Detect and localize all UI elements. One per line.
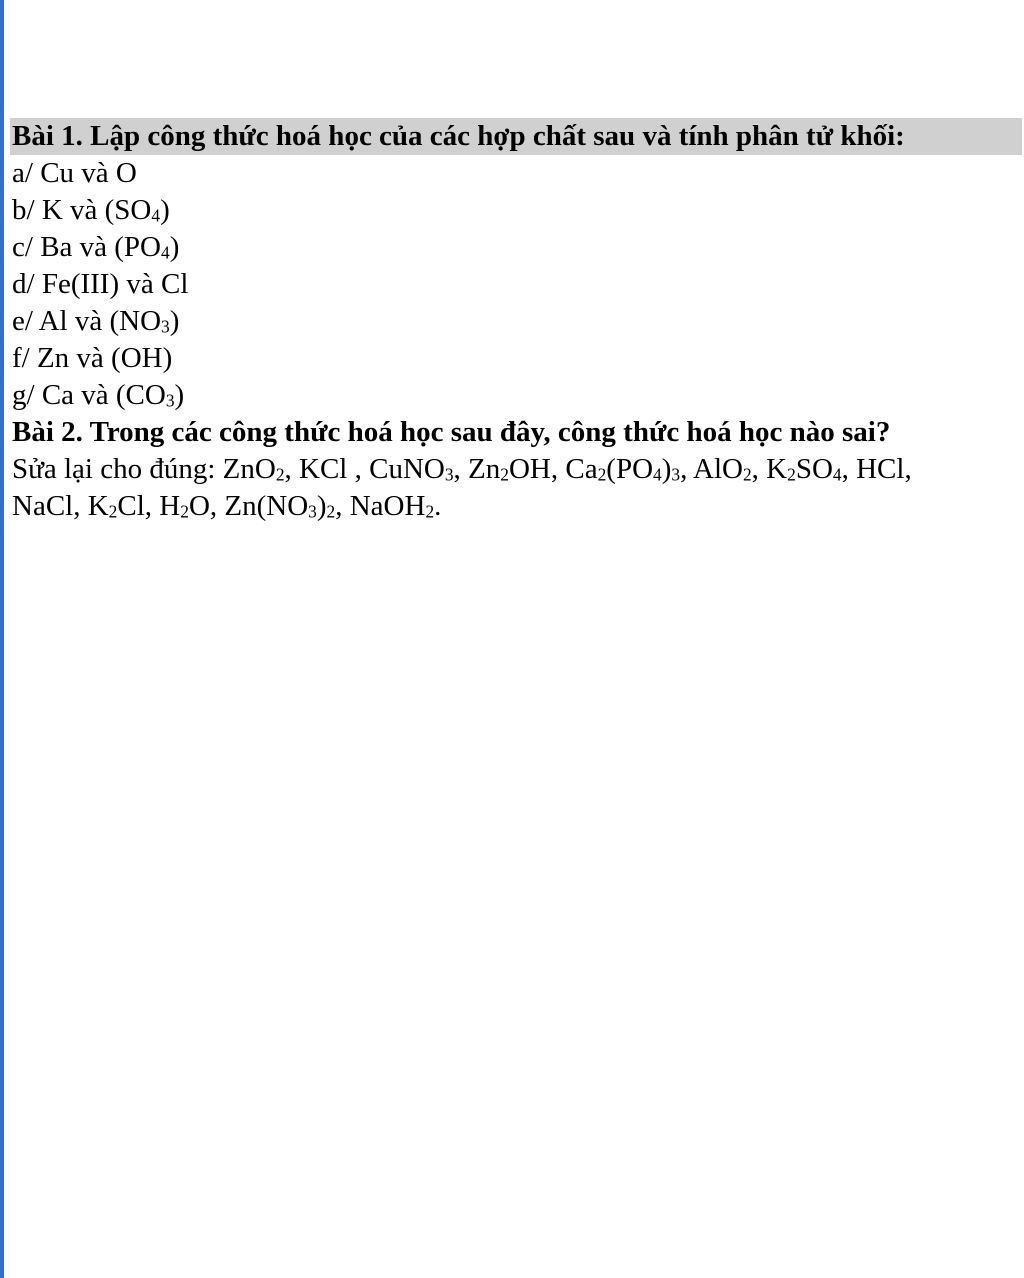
bai1-item-text: Fe(III) và Cl: [41, 268, 189, 300]
bai1-item: [10, 155, 1022, 192]
bai1-item: [10, 303, 1022, 340]
bai1-title: Bài 1. Lập công thức hoá học của các hợp chất sau và tính phân tử khối:: [10, 118, 1022, 155]
left-border: [0, 0, 4, 1278]
bai1-item-text: K và $(SO_4)$: [41, 194, 170, 226]
bai1-item-label: d/: [12, 268, 35, 300]
formula: NaOH$_2$: [349, 490, 435, 522]
bai1-item-label: g/: [12, 379, 35, 411]
bai1-item-label: f/: [12, 342, 30, 374]
formula: $K_2Cl$: [87, 490, 145, 522]
bai1-item-label: c/: [12, 231, 33, 263]
bai2-formulas-1: ZnO$_2$, KCl , CuNO$_3$, $Zn_2OH$, $Ca_2(PO_4)_3$, AlO$_2$, $K_2SO_4$, HCl,: [222, 453, 912, 485]
document-body: [10, 118, 1022, 525]
formula: HCl: [856, 453, 905, 485]
bai1-item-text: Ba và $(PO_4)$: [40, 231, 180, 263]
bai1-item-text: Al và $(NO_3)$: [38, 305, 180, 337]
bai2-formula-line-2: [10, 488, 1022, 525]
bai1-item-label: b/: [12, 194, 35, 226]
bai1-item: [10, 266, 1022, 303]
bai1-item-list: [10, 155, 1022, 414]
bai2-prompt: Sửa lại cho đúng:: [12, 453, 216, 485]
bai1-item: [10, 377, 1022, 414]
bai1-item: [10, 229, 1022, 266]
bai2-formulas-2: NaCl, $K_2Cl$, $H_2O$, $Zn(NO_3)_2$, NaOH$_2$.: [12, 490, 442, 522]
bai1-item-label: e/: [12, 305, 33, 337]
formula: ZnO$_2$: [222, 453, 285, 485]
bai1-item-label: a/: [12, 157, 33, 189]
bai2-formula-line-1: [10, 451, 1022, 488]
formula: NaCl: [12, 490, 74, 522]
bai1-item-text: Cu và O: [40, 157, 137, 189]
bai2-title: Bài 2. Trong các công thức hoá học sau đây, công thức hoá học nào sai?: [12, 416, 891, 448]
formula: $H_2O$: [159, 490, 210, 522]
formula: $Zn_2OH$: [468, 453, 551, 485]
formula: $Ca_2(PO_4)_3$: [565, 453, 681, 485]
bai1-item: [10, 340, 1022, 377]
bai1-item: [10, 192, 1022, 229]
formula: CuNO$_3$: [369, 453, 454, 485]
formula: $K_2SO_4$: [766, 453, 842, 485]
bai1-item-text: Ca và $(CO_3)$: [41, 379, 185, 411]
bai1-item-text: Zn và (OH): [36, 342, 173, 374]
formula: KCl: [299, 453, 348, 485]
formula: AlO$_2$: [693, 453, 752, 485]
formula: $Zn(NO_3)_2$: [224, 490, 336, 522]
